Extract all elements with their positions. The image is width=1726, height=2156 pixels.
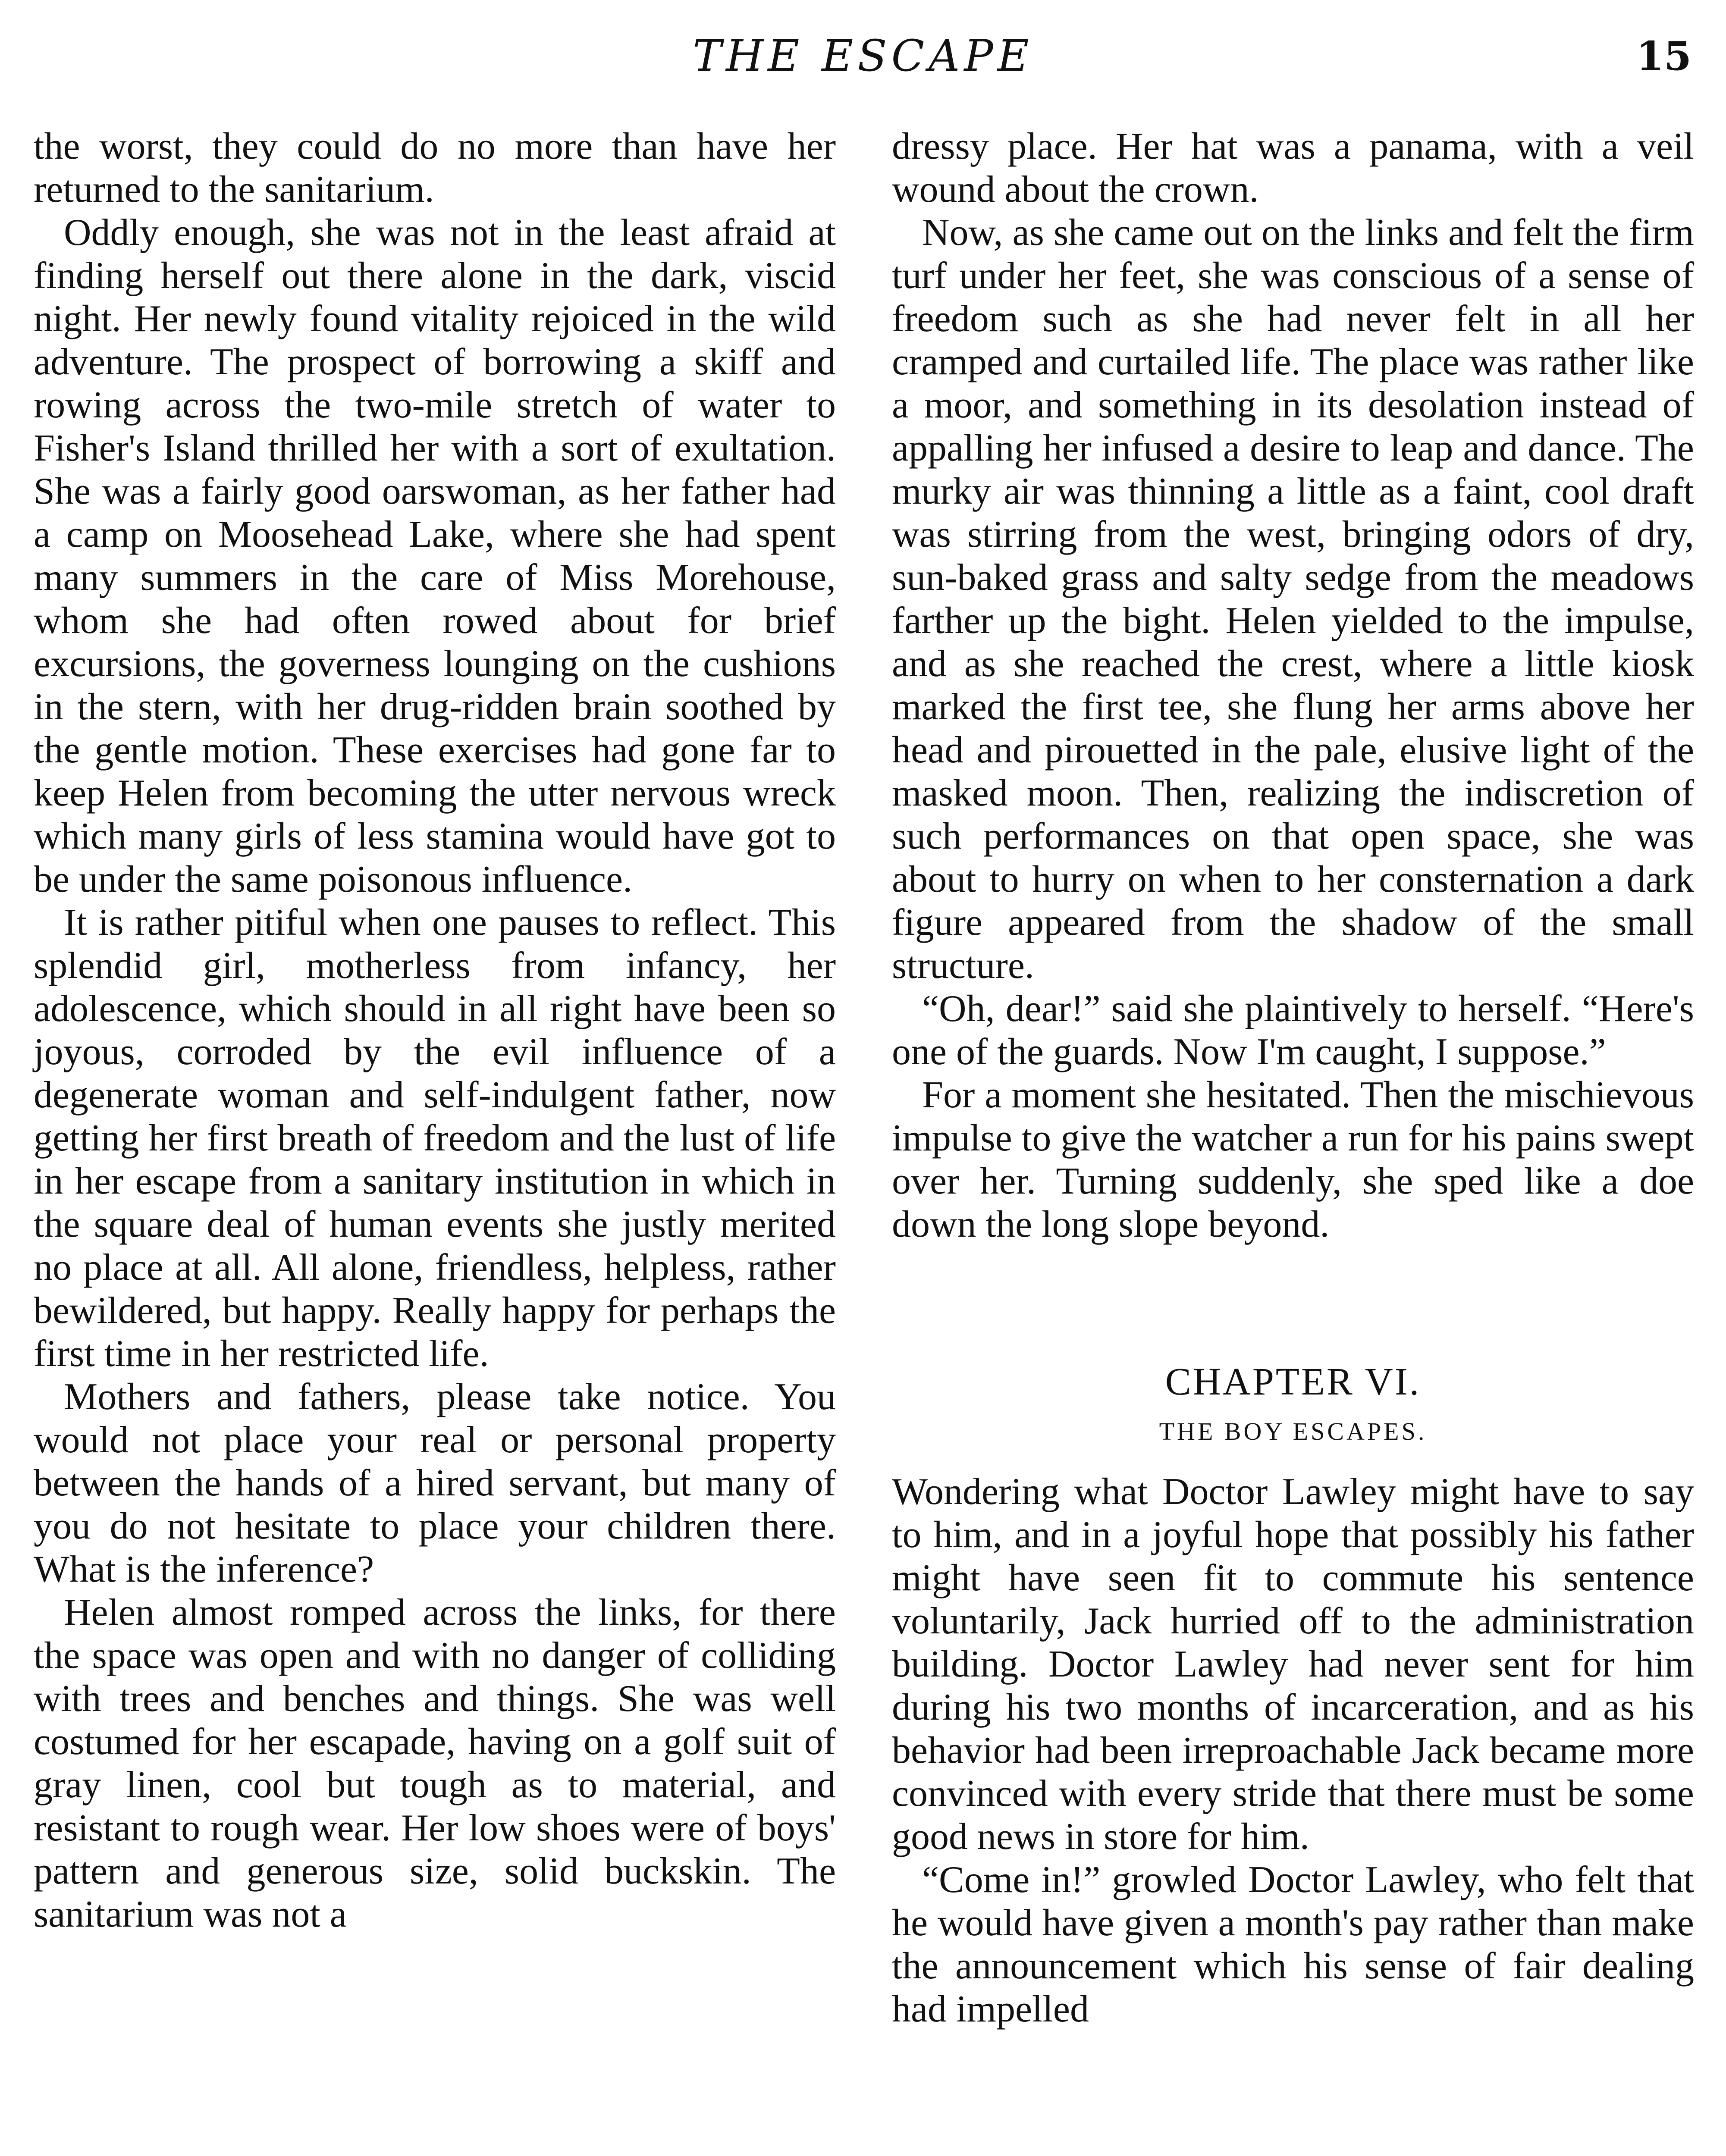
paragraph: Now, as she came out on the links and felt the firm turf under her feet, she was conscious of a sense of freedom such as she had never felt in all her cramped and curtailed life. The place was rather like a moor, and something in its desolation instead of appalling her infused a desire to leap and dance. The murky air was thinning a little as a faint, cool draft was stirring from the west, bringing odors of dry, sun-baked grass and salty sedge from the meadows farther up the bight. Helen yielded to the impulse, and as she reached the crest, where a little kiosk marked the first tee, she flung her arms above her head and pirouetted in the pale, elusive light of the masked moon. Then, realizing the indiscretion of such performances on that open space, she was about to hurry on when to her consternation a dark figure appeared from the shadow of the small structure. (892, 212, 1694, 987)
running-head-title: THE ESCAPE (693, 31, 1033, 81)
paragraph: dressy place. Her hat was a panama, with a veil wound about the crown. (892, 125, 1694, 210)
paragraph: “Come in!” growled Doctor Lawley, who felt that he would have given a month's pay rather than make the announcement which his sense of fair dealing had impelled (892, 1859, 1694, 2030)
paragraph: the worst, they could do no more than have her returned to the sanitarium. (34, 125, 836, 210)
paragraph: Mothers and fathers, please take notice. You would not place your real or personal property between the hands of a hired servant, but many of you do not hesitate to place your children there. What is the inference? (34, 1376, 836, 1590)
paragraph: It is rather pitiful when one pauses to reflect. This splendid girl, motherless from infancy, her adolescence, which should in all right have been so joyous, corroded by the evil influence of a degenerate woman and self-indulgent father, now getting her first breath of freedom and the lust of life in her escape from a sanitary institution in which in the square deal of human events she justly merited no place at all. All alone, friendless, helpless, rather bewildered, but happy. Really happy for perhaps the first time in her restricted life. (34, 902, 836, 1375)
chapter-subtitle: THE BOY ESCAPES. (1159, 1417, 1427, 1445)
chapter-body (892, 1470, 1694, 2031)
paragraph: Wondering what Doctor Lawley might have to say to him, and in a joyful hope that possibly his father might have seen fit to commute his sentence voluntarily, Jack hurried off to the administration building. Doctor Lawley had never sent for him during his two months of incarceration, and as his behavior had been irreproachable Jack became more convinced with every stride that there must be some good news in store for him. (892, 1471, 1694, 1858)
left-column (34, 125, 836, 1936)
paragraph: Oddly enough, she was not in the least afraid at finding herself out there alone in the dark, viscid night. Her newly found vitality rejoiced in the wild adventure. The prospect of borrowing a skiff and rowing across the two-mile stretch of water to Fisher's Island thrilled her with a sort of exultation. She was a fairly good oarswoman, as her father had a camp on Moosehead Lake, where she had spent many summers in the care of Miss Morehouse, whom she had often rowed about for brief excursions, the governess lounging on the cushions in the stern, with her drug-ridden brain soothed by the gentle motion. These exercises had gone far to keep Helen from becoming the utter nervous wreck which many girls of less stamina would have got to be under the same poisonous influence. (34, 212, 836, 900)
chapter-title: CHAPTER VI. (1165, 1360, 1421, 1403)
right-column (892, 125, 1694, 2031)
page-number: 15 (1636, 33, 1691, 79)
paragraph: “Oh, dear!” said she plaintively to herself. “Here's one of the guards. Now I'm caught, I suppose.” (892, 988, 1694, 1073)
paragraph: Helen almost romped across the links, for there the space was open and with no danger of colliding with trees and benches and things. She was well costumed for her escapade, having on a golf suit of gray linen, cool but tough as to material, and resistant to rough wear. Her low shoes were of boys' pattern and generous size, solid buckskin. The sanitarium was not a (34, 1592, 836, 1935)
paragraph: For a moment she hesitated. Then the mischievous impulse to give the watcher a run for his pains swept over her. Turning suddenly, she sped like a doe down the long slope beyond. (892, 1074, 1694, 1245)
